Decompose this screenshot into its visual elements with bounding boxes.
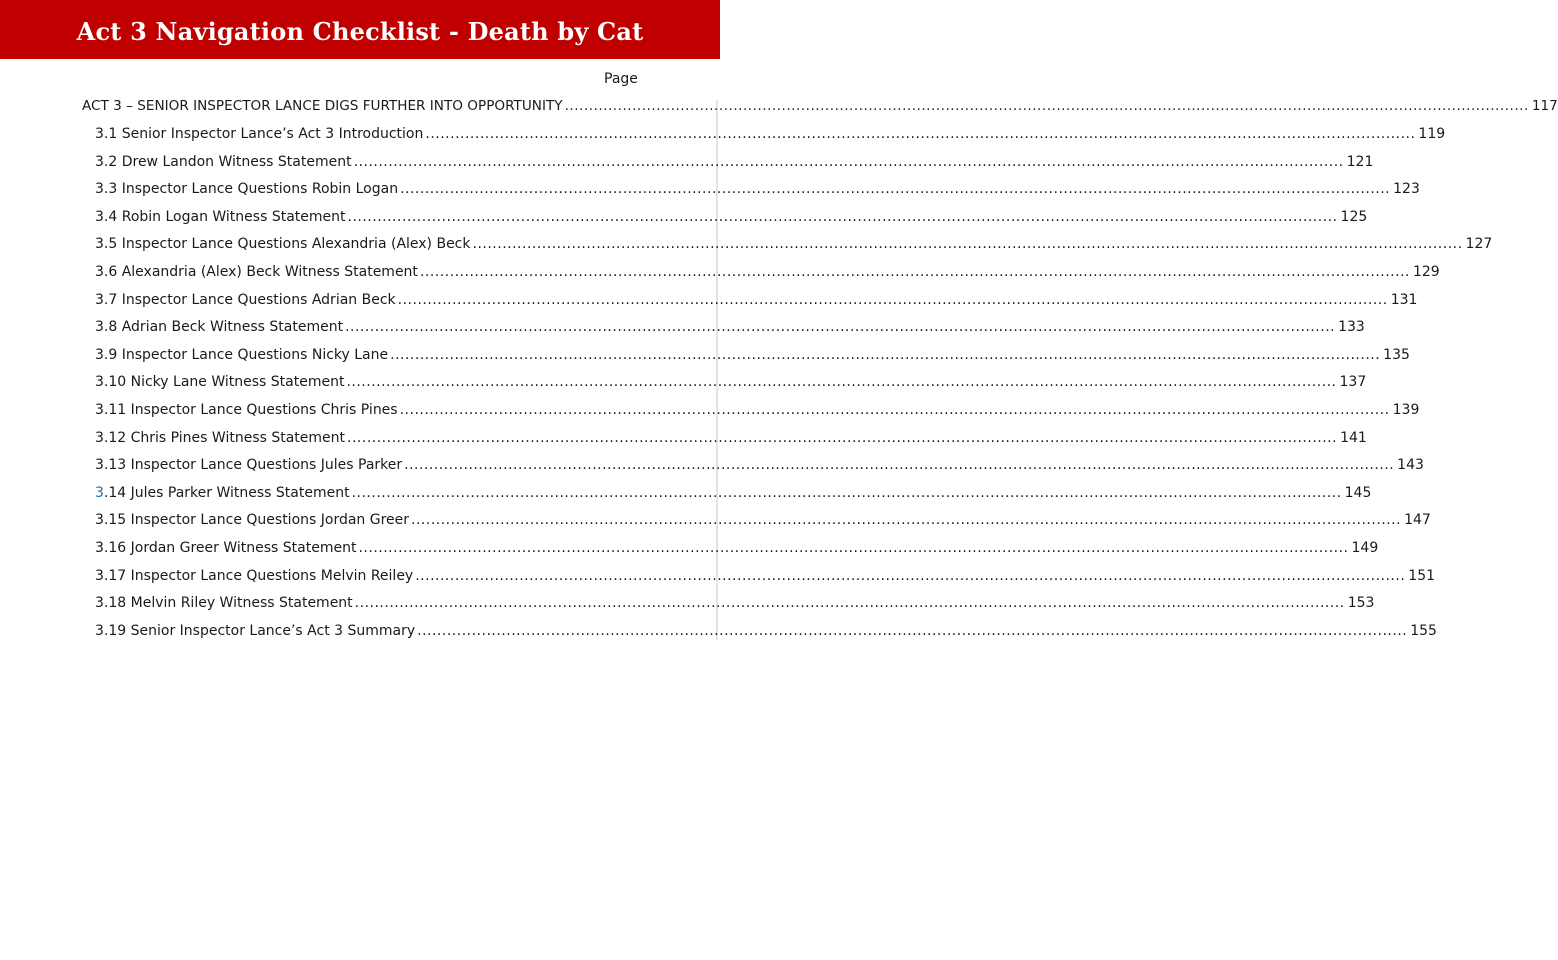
- toc-page-number: 125: [1340, 208, 1368, 225]
- toc-entry-text: 3.6 Alexandria (Alex) Beck Witness Statement: [95, 264, 418, 280]
- toc-page-number: 117: [1531, 98, 1558, 114]
- toc-leader-dots: ........................................................................................................................................................................................................: [400, 181, 1391, 198]
- toc-entry-number-accent: 3: [95, 484, 104, 501]
- toc-page-number: 129: [1412, 264, 1440, 280]
- toc-page-number: 133: [1338, 319, 1365, 336]
- toc-page-number: 131: [1390, 291, 1418, 308]
- toc-entry[interactable]: [95, 372, 1367, 392]
- toc-entry-text: 3.5 Inspector Lance Questions Alexandria (Alex) Beck: [95, 236, 471, 253]
- toc-page-number: 143: [1397, 457, 1424, 474]
- toc-entry-text: 3.11 Inspector Lance Questions Chris Pines: [95, 402, 398, 418]
- page-header: [0, 0, 720, 59]
- toc-entry-title: [95, 483, 350, 503]
- toc-entry-title: [95, 345, 388, 365]
- toc-entry[interactable]: [95, 124, 1446, 144]
- toc-entry-text: 3.9 Inspector Lance Questions Nicky Lane: [95, 346, 389, 363]
- toc-entry[interactable]: [95, 179, 1420, 199]
- toc-entry-text: 3.3 Inspector Lance Questions Robin Logan: [95, 181, 399, 198]
- toc-leader-dots: ........................................................................................................................................................................................................: [351, 484, 1342, 501]
- toc-entry[interactable]: [95, 455, 1424, 475]
- toc-leader-dots: ........................................................................................................................................................................................................: [397, 291, 1388, 308]
- toc-leader-dots: ........................................................................................................................................................................................................: [345, 319, 1336, 336]
- page-column-label: Page: [604, 71, 638, 87]
- toc-entry[interactable]: [95, 483, 1372, 503]
- toc-entry-title: [95, 179, 398, 199]
- toc-leader-dots: ........................................................................................................................................................................................................: [417, 622, 1408, 639]
- toc-leader-dots: ........................................................................................................................................................................................................: [419, 264, 1410, 280]
- toc-entry-title: [95, 124, 423, 144]
- toc-leader-dots: ........................................................................................................................................................................................................: [411, 512, 1402, 529]
- toc-entry-text: 3.7 Inspector Lance Questions Adrian Beck: [95, 291, 396, 308]
- toc-leader-dots: ........................................................................................................................................................................................................: [390, 346, 1381, 363]
- toc-entry[interactable]: [95, 621, 1437, 641]
- toc-entry-title: [95, 455, 402, 475]
- toc-leader-dots: ........................................................................................................................................................................................................: [472, 236, 1463, 253]
- toc-entry[interactable]: [95, 207, 1368, 227]
- toc-entry-text: 3.1 Senior Inspector Lance’s Act 3 Introduction: [95, 126, 424, 142]
- toc-entry-title: [95, 566, 413, 586]
- toc-entry-title: [95, 510, 409, 530]
- toc-page-number: 119: [1418, 126, 1446, 142]
- toc-entry-text: 3.19 Senior Inspector Lance’s Act 3 Summary: [95, 622, 416, 639]
- toc-entry-title: [95, 207, 346, 227]
- toc-page-number: 145: [1344, 484, 1372, 501]
- toc-leader-dots: ........................................................................................................................................................................................................: [404, 457, 1395, 474]
- toc-leader-dots: ........................................................................................................................................................................................................: [347, 429, 1338, 446]
- toc-entry-title: [95, 400, 398, 420]
- toc-act-title: ACT 3 – SENIOR INSPECTOR LANCE DIGS FURTHER INTO OPPORTUNITY: [82, 98, 563, 114]
- toc-leader-dots: ........................................................................................................................................................................................................: [354, 595, 1345, 612]
- toc-leader-dots: ........................................................................................................................................................................................................: [425, 126, 1416, 142]
- toc-entry-title: [95, 372, 344, 392]
- toc-page-number: 141: [1340, 429, 1367, 446]
- toc-entry[interactable]: [95, 593, 1375, 613]
- toc-page-number: 155: [1410, 622, 1437, 639]
- toc-act-heading[interactable]: [82, 96, 1558, 116]
- toc-entry[interactable]: [95, 538, 1379, 558]
- toc-leader-dots: ........................................................................................................................................................................................................: [399, 402, 1390, 418]
- toc-entry-text: 3.17 Inspector Lance Questions Melvin Reiley: [95, 567, 414, 584]
- toc-entry[interactable]: [95, 262, 1440, 282]
- toc-page-number: 127: [1465, 236, 1493, 253]
- toc-entry[interactable]: [95, 290, 1418, 310]
- toc-entry-text: 3.2 Drew Landon Witness Statement: [95, 153, 352, 170]
- toc-leader-dots: ........................................................................................................................................................................................................: [346, 374, 1337, 391]
- toc-entry-text: 3.12 Chris Pines Witness Statement: [95, 429, 346, 446]
- toc-entry-title: [95, 234, 471, 254]
- toc-entry-text: 3.13 Inspector Lance Questions Jules Parker: [95, 457, 403, 474]
- toc-entry-title: [95, 428, 345, 448]
- toc-page-number: 123: [1393, 181, 1420, 198]
- toc-leader-dots: ........................................................................................................................................................................................................: [564, 98, 1529, 114]
- toc-entry[interactable]: [95, 152, 1374, 172]
- page-title: Act 3 Navigation Checklist - Death by Cat: [76, 17, 644, 46]
- toc-page-number: 135: [1383, 346, 1410, 363]
- toc-entry-title: [95, 621, 415, 641]
- toc-entry-title: [95, 290, 396, 310]
- toc-entry-title: [95, 262, 418, 282]
- toc-entry-text: 3.10 Nicky Lane Witness Statement: [95, 374, 345, 391]
- toc-entry[interactable]: [95, 566, 1436, 586]
- toc-entry[interactable]: [95, 510, 1431, 530]
- toc-entry-text: 3.8 Adrian Beck Witness Statement: [95, 319, 344, 336]
- toc-entry-text: .14 Jules Parker Witness Statement: [103, 484, 350, 501]
- toc-leader-dots: ........................................................................................................................................................................................................: [358, 540, 1349, 556]
- toc-entry[interactable]: [95, 400, 1420, 420]
- toc-entry[interactable]: [95, 428, 1367, 448]
- toc-entry-text: 3.18 Melvin Riley Witness Statement: [95, 595, 353, 612]
- toc-page-number: 153: [1347, 595, 1375, 612]
- toc-entry-title: [95, 152, 352, 172]
- toc-leader-dots: ........................................................................................................................................................................................................: [347, 208, 1338, 225]
- toc-page-number: 151: [1408, 567, 1436, 584]
- toc-entry-title: [95, 317, 343, 337]
- toc-entry-text: 3.15 Inspector Lance Questions Jordan Greer: [95, 512, 410, 529]
- toc-page-number: 147: [1404, 512, 1431, 529]
- toc-entry-text: 3.16 Jordan Greer Witness Statement: [95, 540, 357, 556]
- toc-page-number: 137: [1339, 374, 1367, 391]
- toc-leader-dots: ........................................................................................................................................................................................................: [353, 153, 1344, 170]
- toc-page-number: 139: [1392, 402, 1420, 418]
- toc-page-number: 149: [1351, 540, 1379, 556]
- toc-entry[interactable]: [95, 317, 1365, 337]
- toc-entry-text: 3.4 Robin Logan Witness Statement: [95, 208, 346, 225]
- toc-entry[interactable]: [95, 345, 1410, 365]
- toc-entry[interactable]: [95, 234, 1493, 254]
- toc-page-number: 121: [1346, 153, 1374, 170]
- toc-entry-title: [95, 538, 356, 558]
- toc-leader-dots: ........................................................................................................................................................................................................: [415, 567, 1406, 584]
- toc-entry-title: [95, 593, 353, 613]
